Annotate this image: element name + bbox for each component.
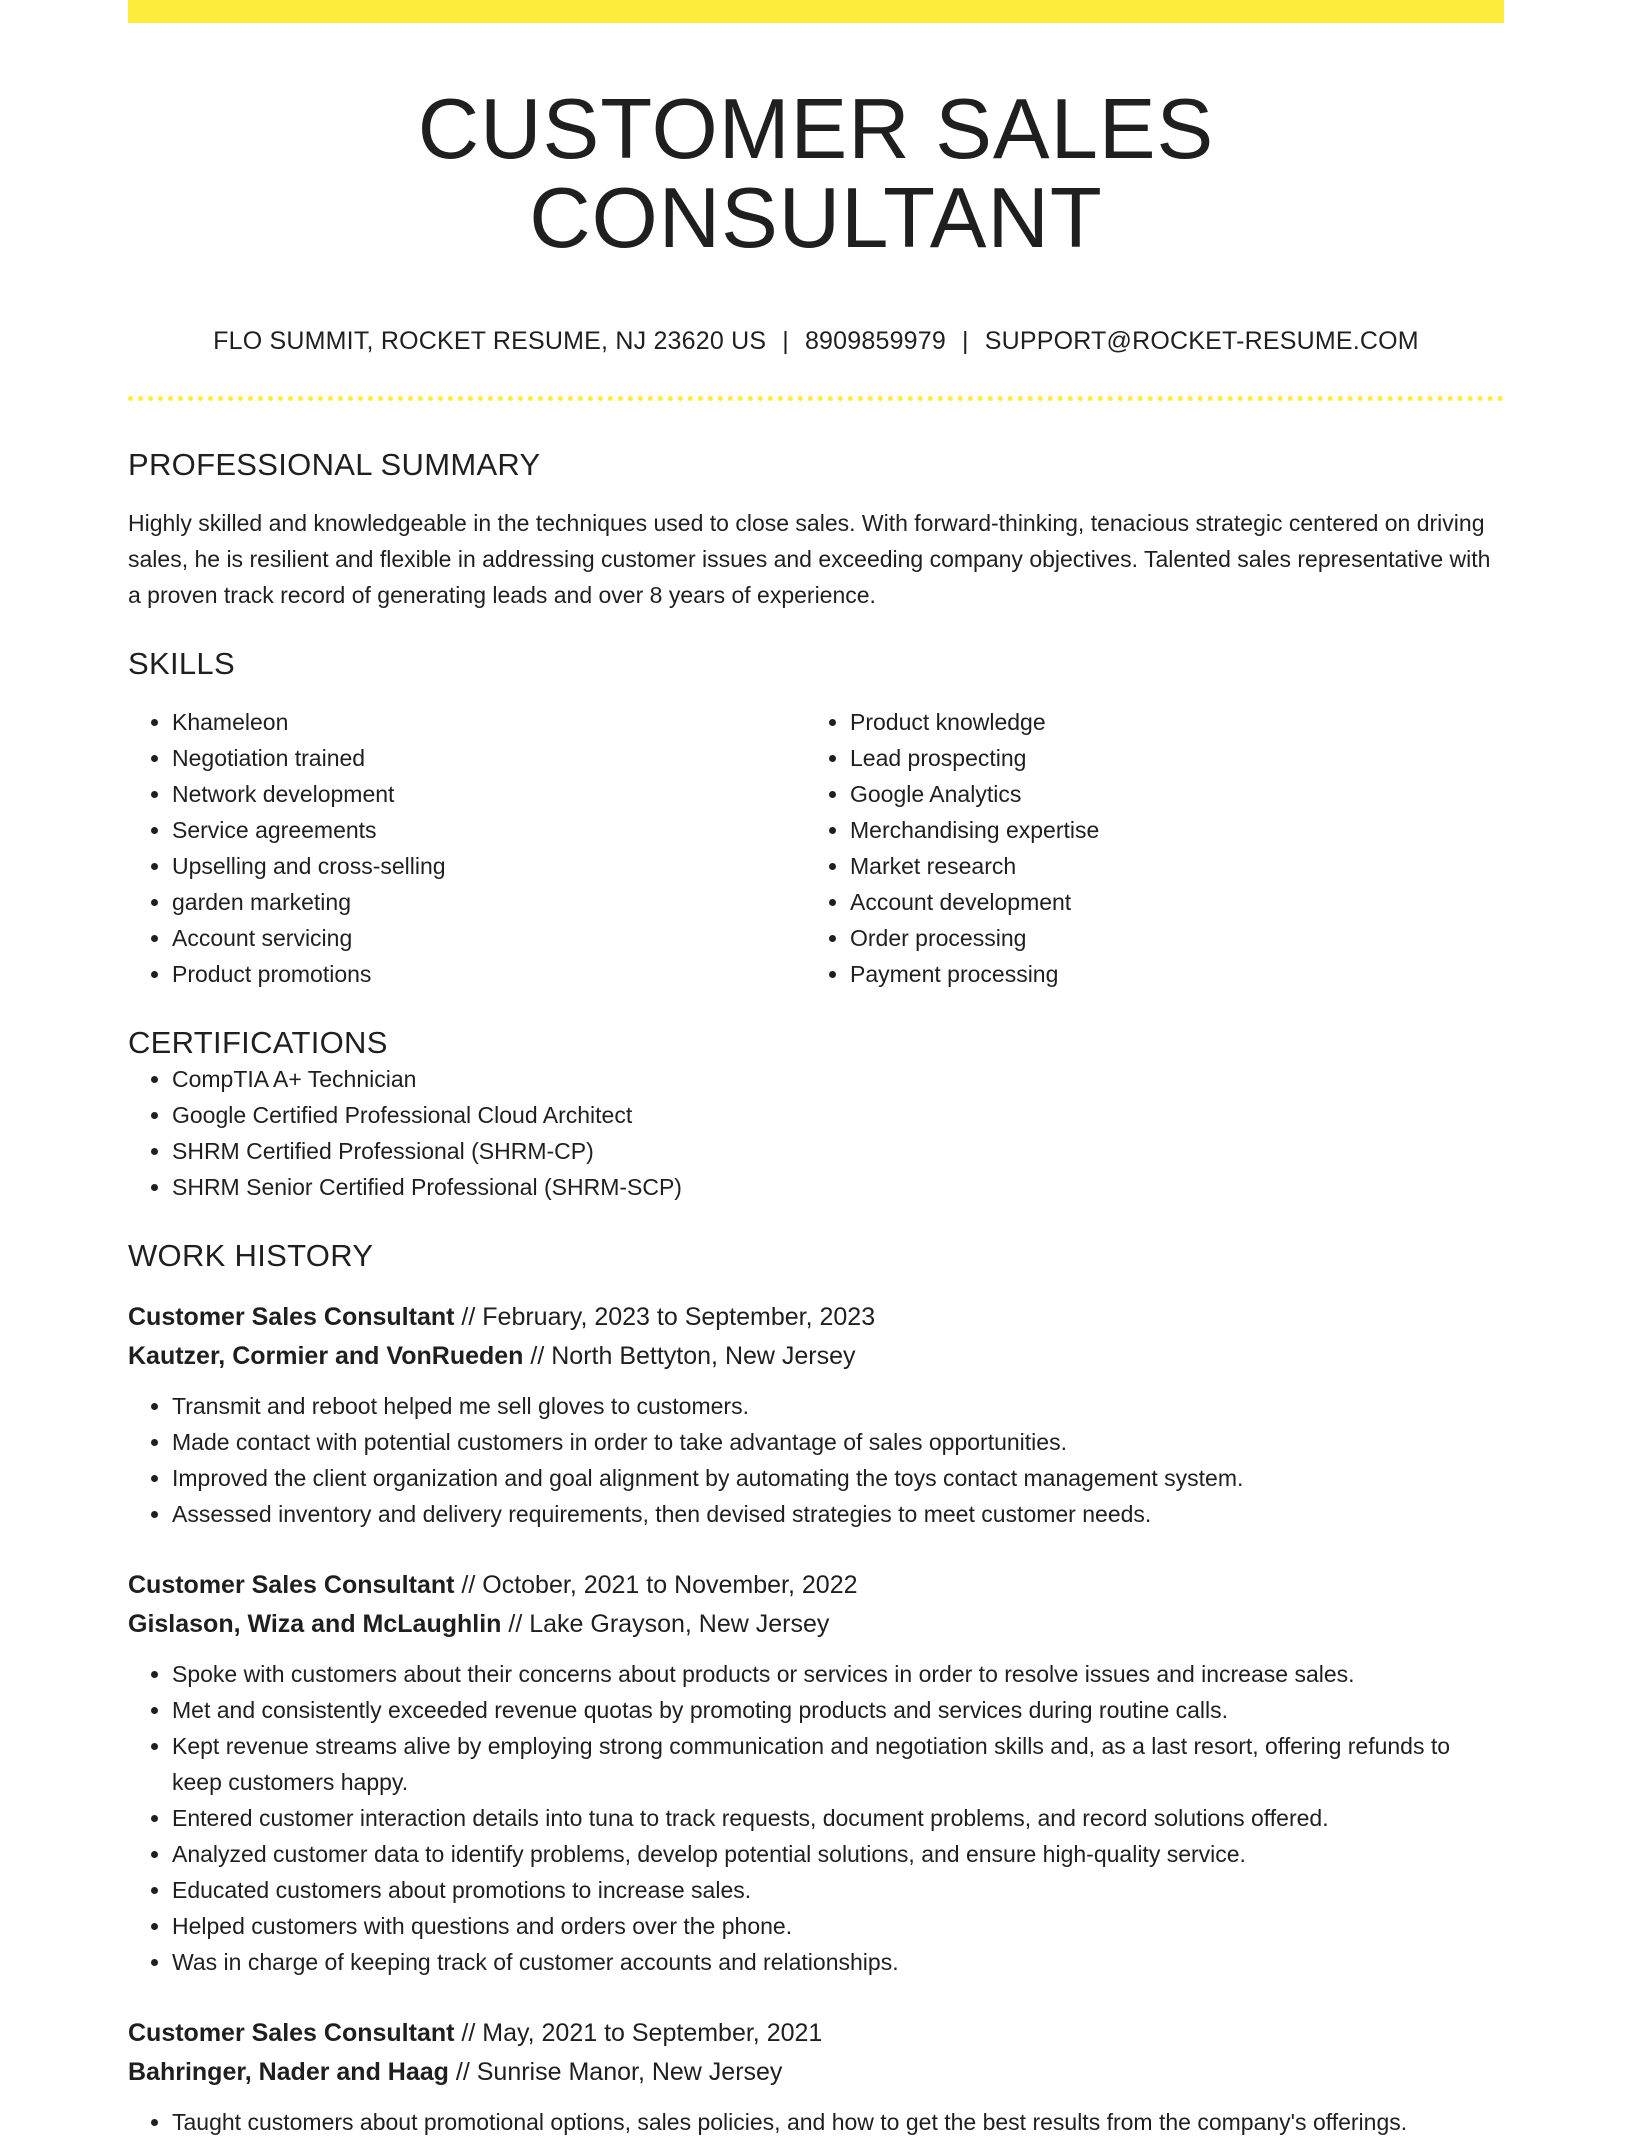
address-text: FLO SUMMIT, ROCKET RESUME, NJ 23620 US: [213, 326, 767, 355]
skill-item: • Negotiation trained: [172, 740, 806, 776]
job-divider: //: [461, 1571, 476, 1600]
skill-item: • Merchandising expertise: [850, 812, 1484, 848]
job-bullet: • Transmit and reboot helped me sell gloves to customers.: [172, 1388, 1504, 1424]
skill-item: • Service agreements: [172, 812, 806, 848]
job-entry: [128, 1566, 1504, 1980]
certification-item: • SHRM Certified Professional (SHRM-CP): [172, 1133, 1504, 1169]
job-bullet: • Met and consistently exceeded revenue quotas by promoting products and services during routine calls.: [172, 1692, 1504, 1728]
job-bullet: • Analyzed customer data to identify problems, develop potential solutions, and ensure high-quality service.: [172, 1836, 1504, 1872]
job-bullet: • Kept revenue streams alive by employing strong communication and negotiation skills and, as a last resort, offering refunds to keep customers happy.: [172, 1728, 1504, 1800]
job-entry: [128, 2014, 1504, 2140]
job-location: North Bettyton, New Jersey: [551, 1342, 856, 1371]
certifications-heading: CERTIFICATIONS: [128, 1024, 388, 1060]
contact-separator: |: [962, 326, 969, 355]
job-company-line: [128, 2053, 1504, 2092]
job-dates: February, 2023 to September, 2023: [482, 1303, 876, 1332]
certification-item: • SHRM Senior Certified Professional (SHRM-SCP): [172, 1169, 1504, 1205]
job-bullet: • Taught customers about promotional options, sales policies, and how to get the best results from the company's offerings.: [172, 2104, 1504, 2140]
summary-text: Highly skilled and knowledgeable in the techniques used to close sales. With forward-thinking, tenacious strategic centered on driving sales, he is resilient and flexible in addressing customer issues and exceeding company objectives. Talented sales representative with a proven track record of generating leads and over 8 years of experience.: [128, 509, 1491, 608]
job-company: Kautzer, Cormier and VonRueden: [128, 1342, 524, 1371]
job-role: Customer Sales Consultant: [128, 2019, 455, 2048]
job-role-line: [128, 2014, 1504, 2053]
skill-item: • Market research: [850, 848, 1484, 884]
job-company-line: [128, 1605, 1504, 1644]
contact-separator: |: [782, 326, 789, 355]
skill-item: • Lead prospecting: [850, 740, 1484, 776]
skill-item: • Network development: [172, 776, 806, 812]
job-dates: May, 2021 to September, 2021: [482, 2019, 823, 2048]
job-bullet: • Educated customers about promotions to increase sales.: [172, 1872, 1504, 1908]
job-bullets: [128, 2104, 1504, 2140]
job-bullet: • Made contact with potential customers in order to take advantage of sales opportunities.: [172, 1424, 1504, 1460]
job-bullet: • Assessed inventory and delivery requirements, then devised strategies to meet customer needs.: [172, 1496, 1504, 1532]
certifications-list: [128, 1061, 1504, 1205]
job-location: Sunrise Manor, New Jersey: [476, 2058, 783, 2087]
skill-item: • Google Analytics: [850, 776, 1484, 812]
job-company: Gislason, Wiza and McLaughlin: [128, 1610, 502, 1639]
email-text: SUPPORT@ROCKET-RESUME.COM: [984, 326, 1419, 355]
skills-left-list: [128, 704, 806, 992]
job-role: Customer Sales Consultant: [128, 1571, 455, 1600]
contact-line: [128, 326, 1504, 356]
skill-item: • Payment processing: [850, 956, 1484, 992]
certification-item: • Google Certified Professional Cloud Architect: [172, 1097, 1504, 1133]
work-history-heading: WORK HISTORY: [128, 1238, 374, 1274]
job-bullet: • Improved the client organization and goal alignment by automating the toys contact management system.: [172, 1460, 1504, 1496]
job-company: Bahringer, Nader and Haag: [128, 2058, 449, 2087]
job-divider: //: [455, 2058, 470, 2087]
skills-right-list: [806, 704, 1484, 992]
job-role-line: [128, 1566, 1504, 1605]
job-role: Customer Sales Consultant: [128, 1303, 455, 1332]
resume-page: [128, 0, 1504, 2140]
job-bullets: [128, 1388, 1504, 1532]
job-bullet: • Helped customers with questions and orders over the phone.: [172, 1908, 1504, 1944]
job-dates: October, 2021 to November, 2022: [482, 1571, 858, 1600]
job-bullet: • Was in charge of keeping track of customer accounts and relationships.: [172, 1944, 1504, 1980]
job-role-line: [128, 1298, 1504, 1337]
skill-item: • Account development: [850, 884, 1484, 920]
skills-columns: [128, 704, 1504, 992]
job-entry: [128, 1298, 1504, 1532]
job-divider: //: [508, 1610, 523, 1639]
job-divider: //: [530, 1342, 545, 1371]
skill-item: • Order processing: [850, 920, 1484, 956]
candidate-title: CUSTOMER SALES CONSULTANT: [417, 82, 1215, 267]
summary-heading: PROFESSIONAL SUMMARY: [128, 446, 541, 482]
job-bullets: [128, 1656, 1504, 1980]
job-company-line: [128, 1337, 1504, 1376]
job-bullet: • Entered customer interaction details into tuna to track requests, document problems, and record solutions offered.: [172, 1800, 1504, 1836]
dotted-divider: [128, 396, 1504, 401]
job-bullet: • Spoke with customers about their concerns about products or services in order to resolve issues and increase sales.: [172, 1656, 1504, 1692]
skill-item: • Khameleon: [172, 704, 806, 740]
skill-item: • garden marketing: [172, 884, 806, 920]
skill-item: • Product promotions: [172, 956, 806, 992]
skill-item: • Upselling and cross-selling: [172, 848, 806, 884]
phone-text: 8909859979: [804, 326, 946, 355]
job-divider: //: [461, 1303, 476, 1332]
certification-item: • CompTIA A+ Technician: [172, 1061, 1504, 1097]
job-divider: //: [461, 2019, 476, 2048]
skill-item: • Account servicing: [172, 920, 806, 956]
skills-heading: SKILLS: [128, 645, 235, 681]
skill-item: • Product knowledge: [850, 704, 1484, 740]
job-location: Lake Grayson, New Jersey: [529, 1610, 830, 1639]
accent-bar: [128, 0, 1504, 23]
